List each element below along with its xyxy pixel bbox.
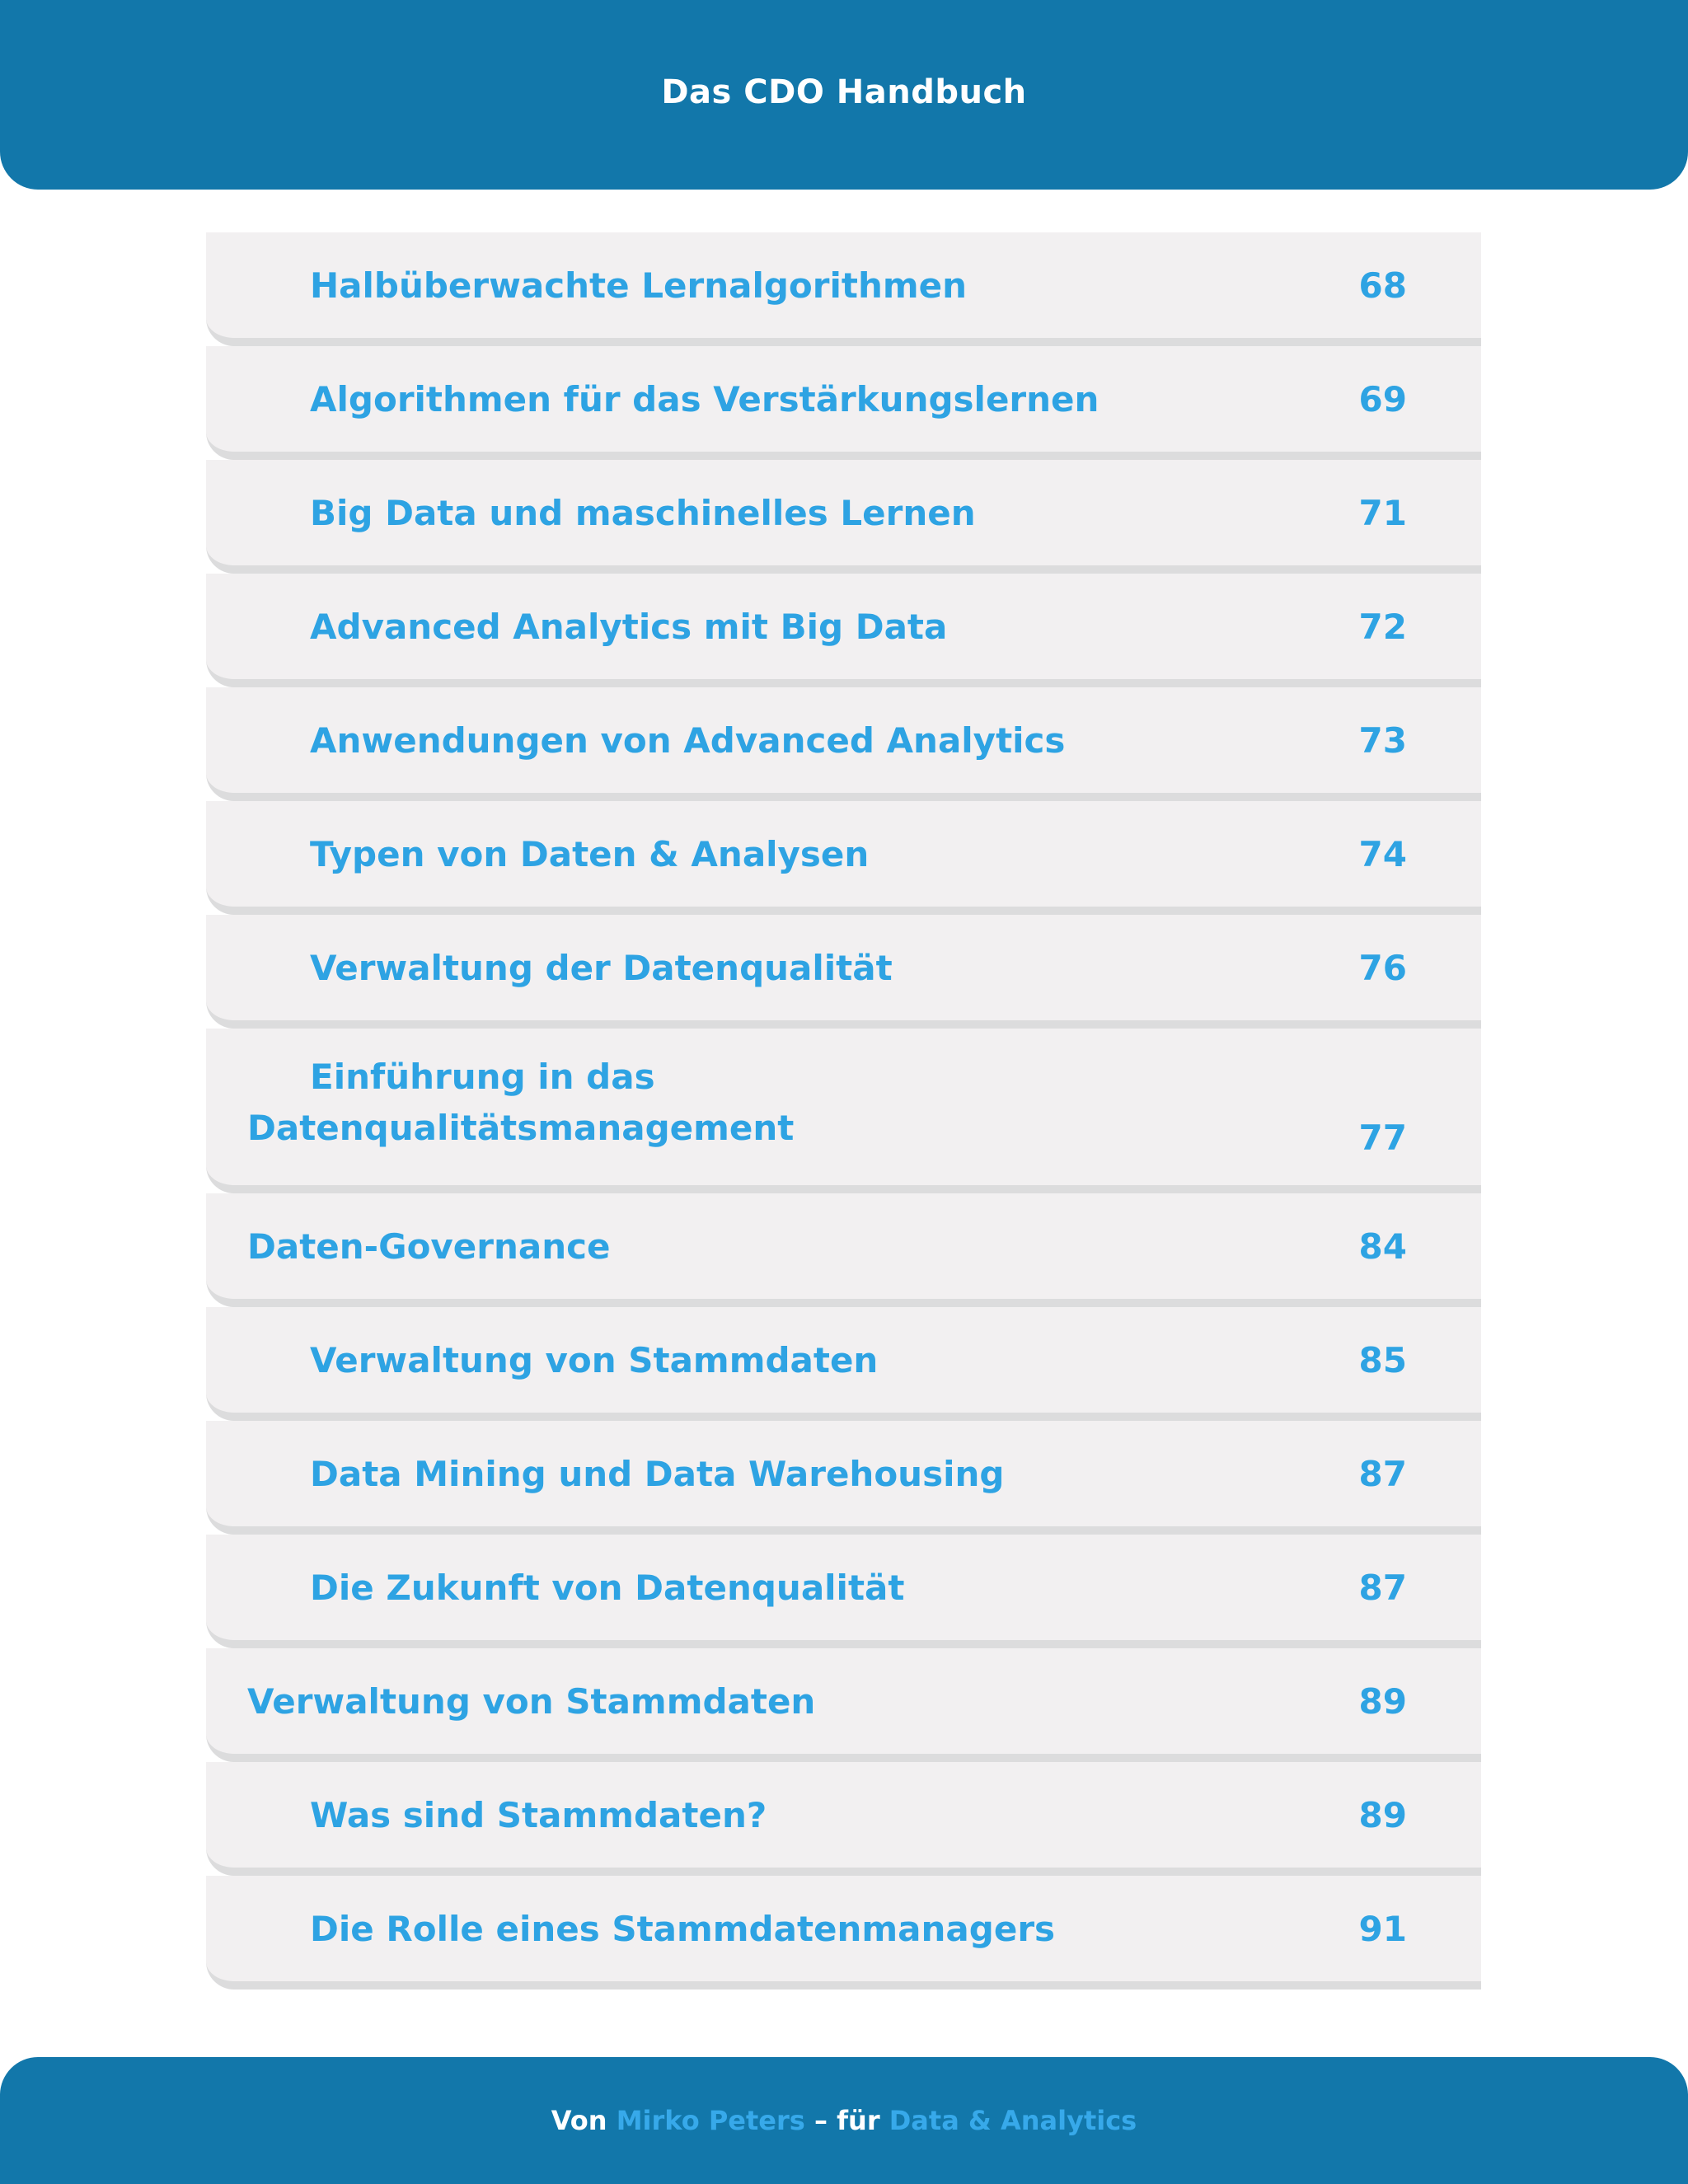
- toc-entry-page: 89: [1358, 1794, 1407, 1835]
- toc-entry-title: Was sind Stammdaten?: [310, 1794, 767, 1835]
- toc-chapter-page: 89: [1358, 1680, 1407, 1722]
- footer-author-link[interactable]: Mirko Peters: [616, 2105, 805, 2136]
- toc-entry-page: 87: [1358, 1453, 1407, 1494]
- toc-entry-title: Typen von Daten & Analysen: [310, 833, 870, 874]
- toc-entry-page: 87: [1358, 1567, 1407, 1608]
- toc-entry-title: Big Data und maschinelles Lernen: [310, 492, 976, 533]
- toc-entry-title-line1: Einführung in das: [310, 1057, 655, 1097]
- toc-entry[interactable]: [206, 1876, 1481, 1990]
- toc-entry-page: 69: [1358, 378, 1407, 419]
- toc-entry-page: 71: [1358, 492, 1407, 533]
- toc-entry[interactable]: [206, 1535, 1481, 1648]
- toc-entry[interactable]: [206, 1029, 1481, 1193]
- toc-entry-title: [247, 1052, 794, 1154]
- toc-entry[interactable]: [206, 232, 1481, 346]
- toc-entry-title: Data Mining und Data Warehousing: [310, 1453, 1005, 1494]
- page-footer: [0, 2057, 1688, 2184]
- toc-entry-page: 91: [1358, 1908, 1407, 1949]
- toc-entry[interactable]: [206, 574, 1481, 687]
- toc-entry[interactable]: [206, 1421, 1481, 1535]
- toc-entry-title: Verwaltung von Stammdaten: [310, 1339, 879, 1380]
- toc-chapter-page: 84: [1358, 1226, 1407, 1267]
- toc-chapter[interactable]: [206, 1648, 1481, 1762]
- toc-entry-title: Algorithmen für das Verstärkungslernen: [310, 378, 1100, 419]
- toc-entry-page: 76: [1358, 947, 1407, 988]
- page-header: [0, 0, 1688, 190]
- toc-entry-title: Die Rolle eines Stammdatenmanagers: [310, 1908, 1056, 1949]
- toc-entry-page: 74: [1358, 833, 1407, 874]
- footer-middle: – für: [804, 2105, 889, 2136]
- toc-entry-page: 77: [1358, 1117, 1407, 1158]
- toc-entry-page: 72: [1358, 606, 1407, 647]
- toc-entry-title: Advanced Analytics mit Big Data: [310, 606, 948, 647]
- toc-entry[interactable]: [206, 460, 1481, 574]
- toc-chapter-title: Verwaltung von Stammdaten: [247, 1680, 816, 1722]
- table-of-contents: [206, 232, 1481, 1990]
- toc-entry[interactable]: [206, 915, 1481, 1029]
- toc-entry-title-line2: Datenqualitätsmanagement: [247, 1108, 795, 1148]
- toc-entry-title: Halbüberwachte Lernalgorithmen: [310, 265, 967, 306]
- toc-entry[interactable]: [206, 1307, 1481, 1421]
- toc-entry[interactable]: [206, 801, 1481, 915]
- book-title: Das CDO Handbuch: [661, 73, 1027, 111]
- toc-entry[interactable]: [206, 1762, 1481, 1876]
- toc-chapter[interactable]: [206, 1193, 1481, 1307]
- toc-entry-title: Anwendungen von Advanced Analytics: [310, 719, 1066, 761]
- toc-entry-title: Die Zukunft von Datenqualität: [310, 1567, 905, 1608]
- toc-entry-page: 85: [1358, 1339, 1407, 1380]
- toc-chapter-title: Daten-Governance: [247, 1226, 611, 1267]
- footer-topic-link[interactable]: Data & Analytics: [889, 2105, 1137, 2136]
- toc-entry-page: 73: [1358, 719, 1407, 761]
- toc-entry-page: 68: [1358, 265, 1407, 306]
- toc-entry-title: Verwaltung der Datenqualität: [310, 947, 893, 988]
- footer-prefix: Von: [551, 2105, 617, 2136]
- toc-entry[interactable]: [206, 346, 1481, 460]
- toc-entry[interactable]: [206, 687, 1481, 801]
